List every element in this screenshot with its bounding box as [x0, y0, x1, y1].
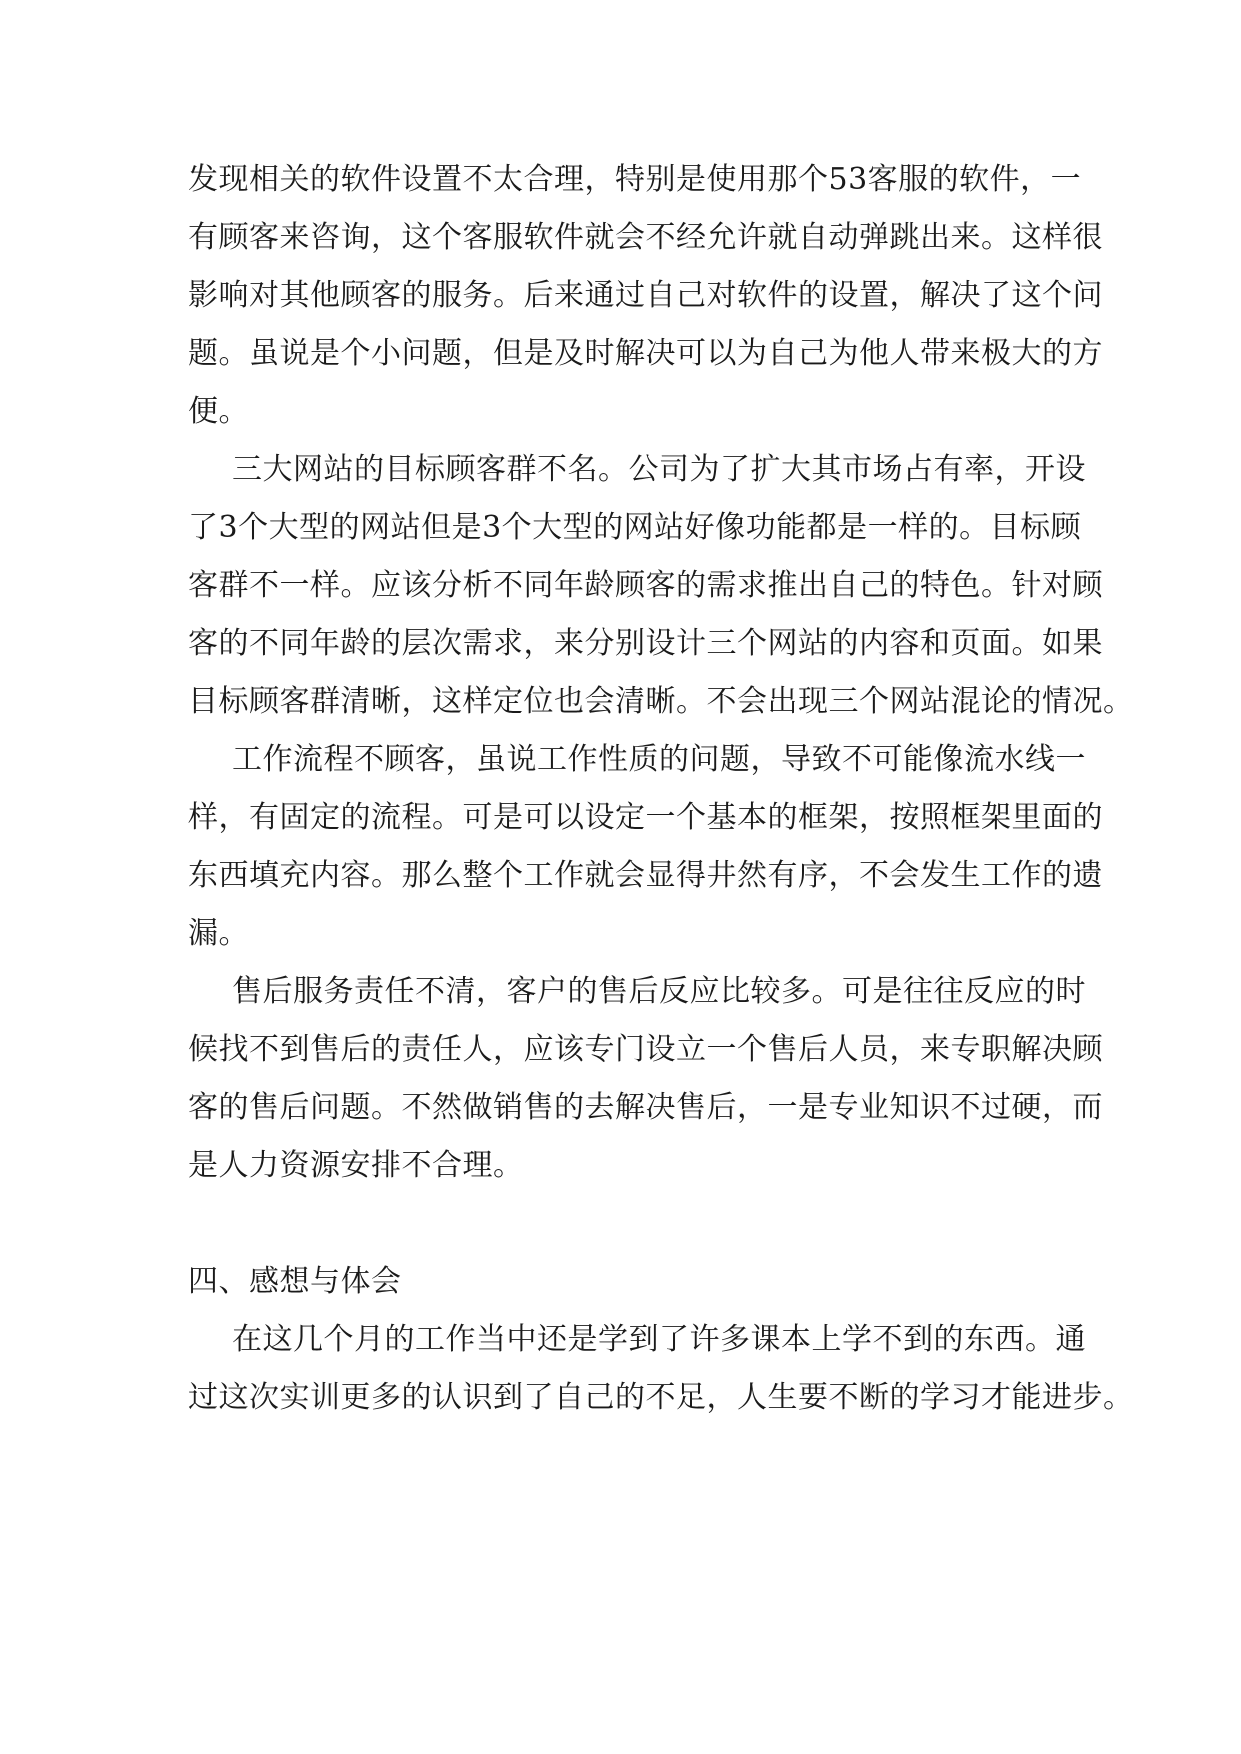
- paragraph-line: 便。: [188, 394, 249, 429]
- section-heading: 四、感想与体会: [188, 1264, 402, 1299]
- paragraph-line: 客群不一样。应该分析不同年龄顾客的需求推出自己的特色。针对顾: [188, 568, 1103, 603]
- paragraph-line: 过这次实训更多的认识到了自己的不足，人生要不断的学习才能进步。: [188, 1380, 1134, 1415]
- paragraph-line: 漏。: [188, 916, 249, 951]
- paragraph-line: 东西填充内容。那么整个工作就会显得井然有序，不会发生工作的遗: [188, 858, 1103, 893]
- paragraph-line: 是人力资源安排不合理。: [188, 1148, 524, 1183]
- paragraph-line: 售后服务责任不清，客户的售后反应比较多。可是往往反应的时: [232, 974, 1086, 1009]
- paragraph-line: 在这几个月的工作当中还是学到了许多课本上学不到的东西。通: [232, 1322, 1086, 1357]
- paragraph-line: 样，有固定的流程。可是可以设定一个基本的框架，按照框架里面的: [188, 800, 1103, 835]
- paragraph-line: 有顾客来咨询，这个客服软件就会不经允许就自动弹跳出来。这样很: [188, 220, 1103, 255]
- paragraph-line: 题。虽说是个小问题，但是及时解决可以为自己为他人带来极大的方: [188, 336, 1103, 371]
- paragraph-line: 客的不同年龄的层次需求，来分别设计三个网站的内容和页面。如果: [188, 626, 1103, 661]
- paragraph-line: 客的售后问题。不然做销售的去解决售后，一是专业知识不过硬，而: [188, 1090, 1103, 1125]
- paragraph-line: 目标顾客群清晰，这样定位也会清晰。不会出现三个网站混论的情况。: [188, 684, 1134, 719]
- paragraph-line: 影响对其他顾客的服务。后来通过自己对软件的设置，解决了这个问: [188, 278, 1103, 313]
- paragraph-line: 工作流程不顾客，虽说工作性质的问题，导致不可能像流水线一: [232, 742, 1086, 777]
- paragraph-line: 了3个大型的网站但是3个大型的网站好像功能都是一样的。目标顾: [188, 510, 1082, 545]
- paragraph-line: 发现相关的软件设置不太合理，特别是使用那个53客服的软件，一: [188, 162, 1082, 197]
- paragraph-line: 候找不到售后的责任人，应该专门设立一个售后人员，来专职解决顾: [188, 1032, 1103, 1067]
- paragraph-line: 三大网站的目标顾客群不名。公司为了扩大其市场占有率，开设: [232, 452, 1086, 487]
